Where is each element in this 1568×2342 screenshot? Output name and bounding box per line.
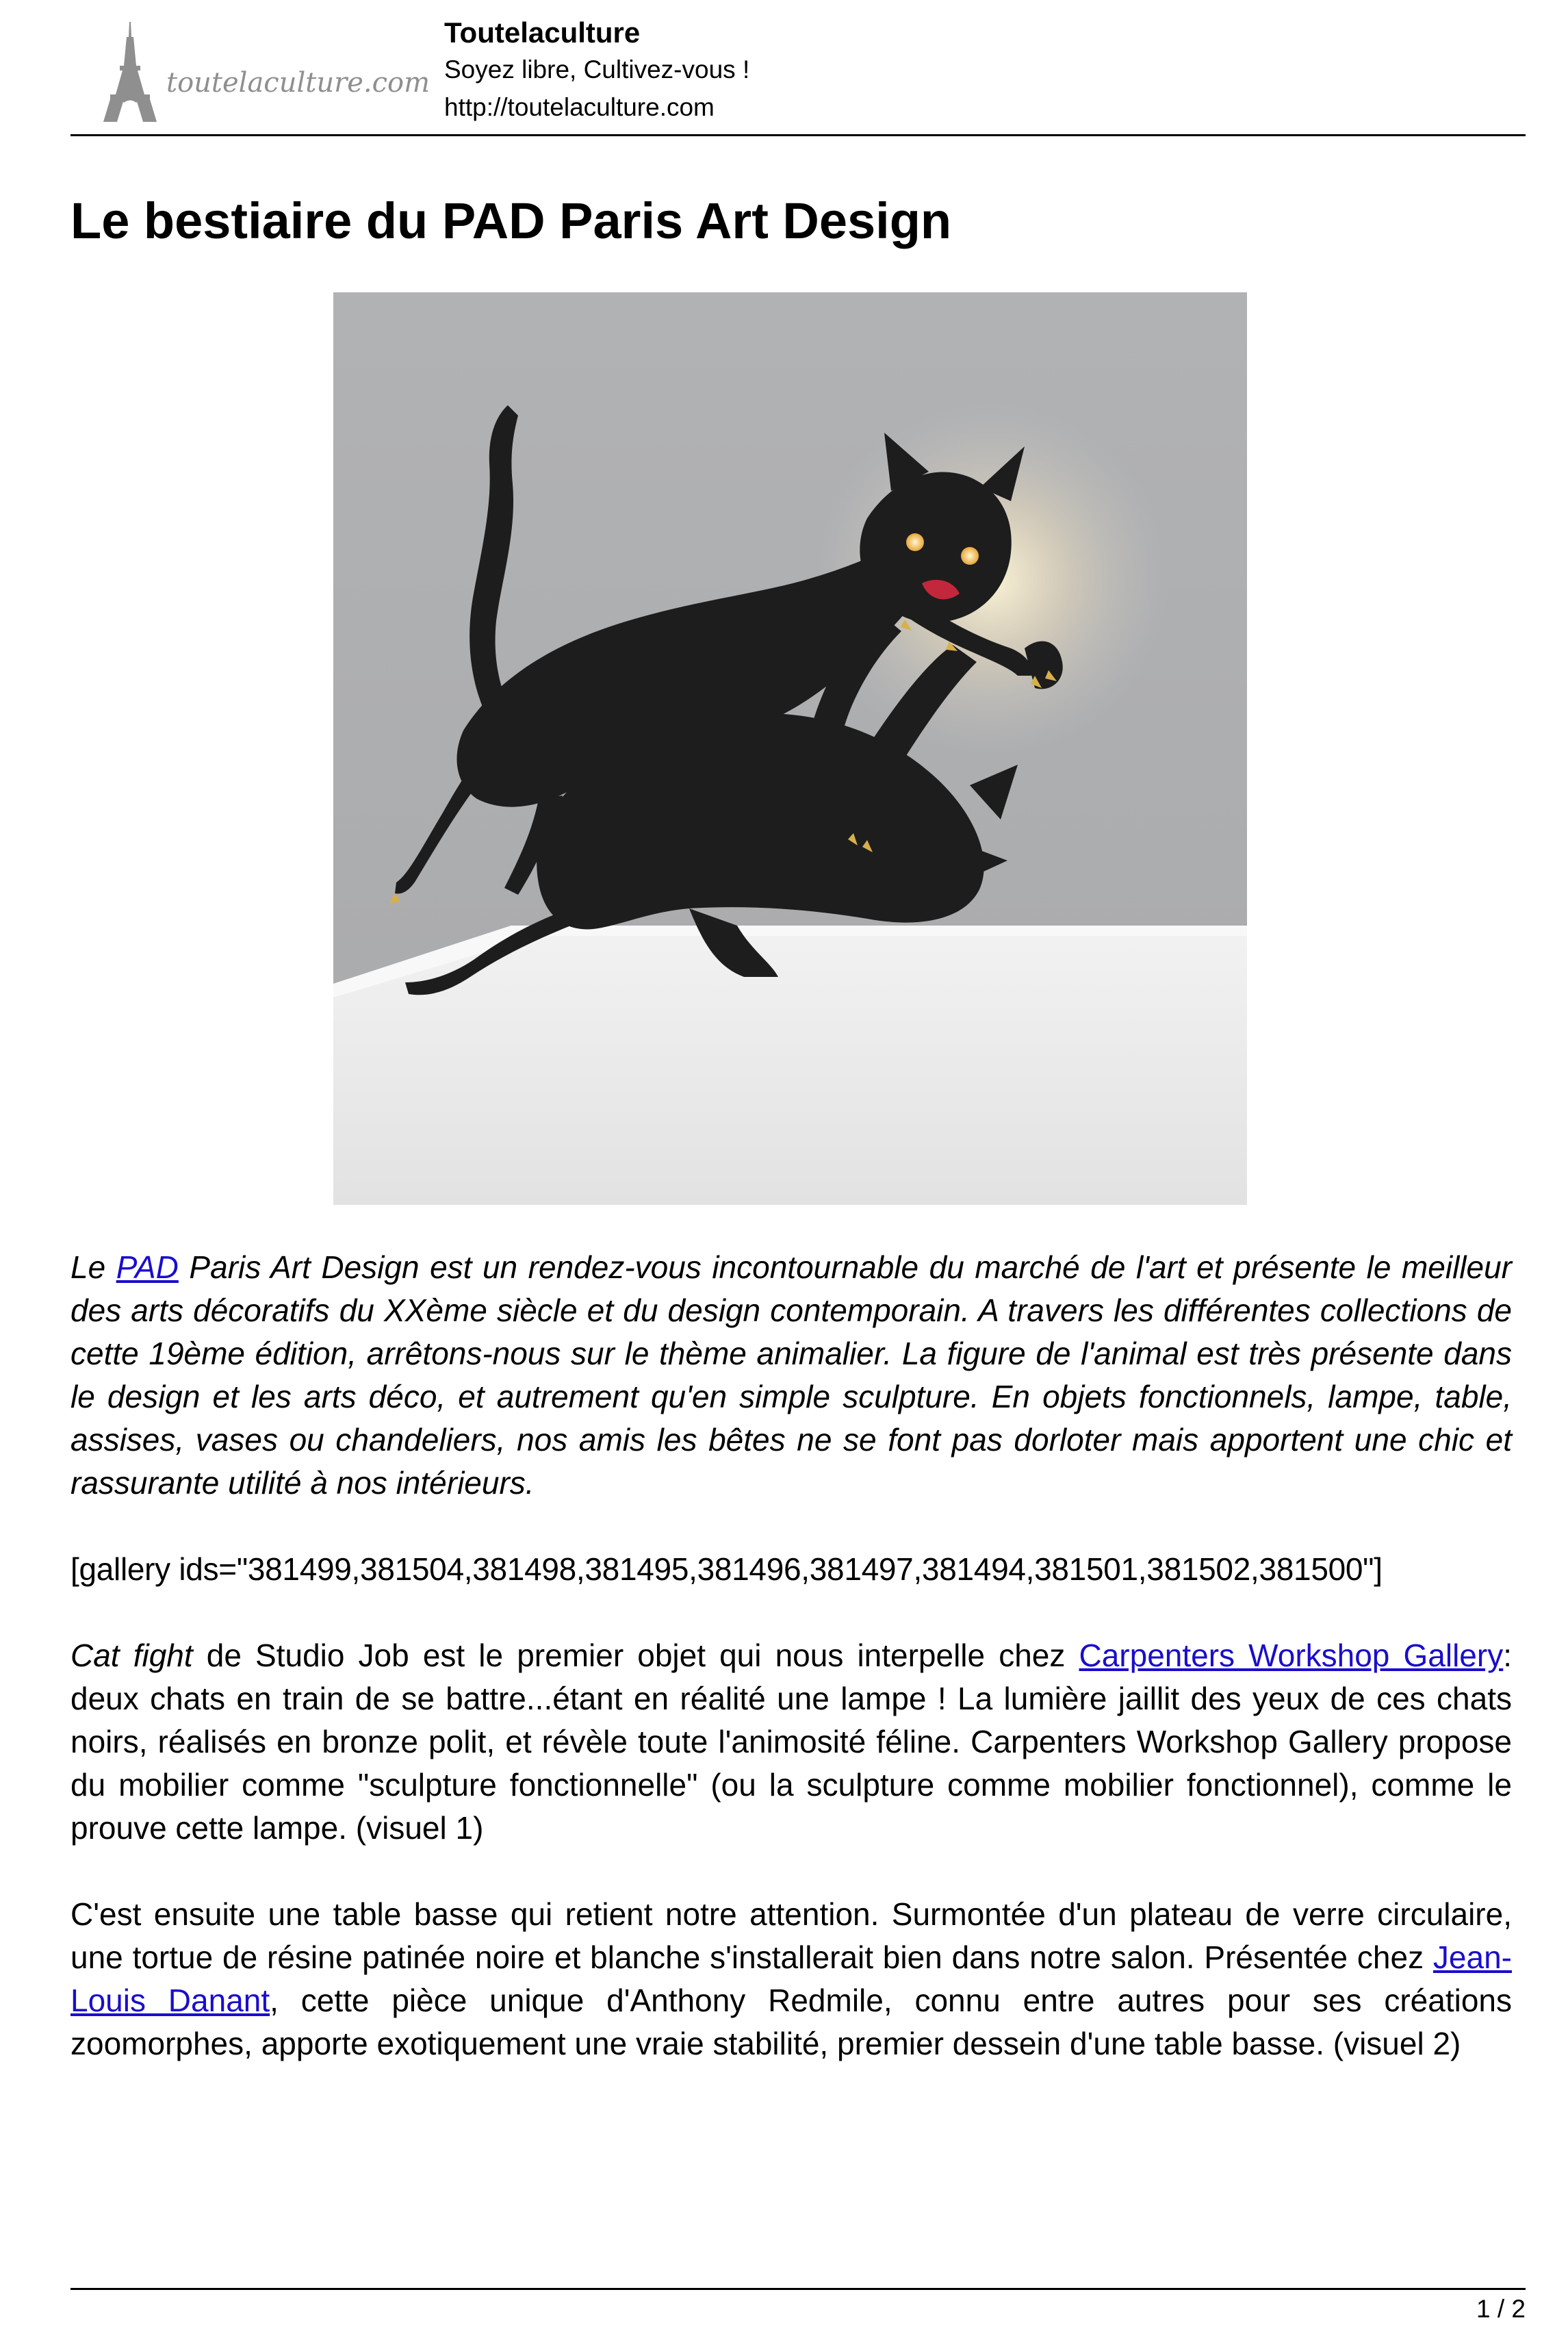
site-logo[interactable] <box>86 18 489 127</box>
site-info <box>444 15 749 126</box>
eiffel-tower-icon <box>103 22 157 122</box>
page-title: Le bestiaire du PAD Paris Art Design <box>70 192 952 249</box>
gallery-shortcode: [gallery ids="381499,381504,381498,381495,381496,381497,381494,381501,381502,381500"] <box>70 1551 1383 1587</box>
text-run: C'est ensuite une table basse qui retient notre attention. Surmontée d'un plateau de verre circulaire, une tortue de résine patinée noire et blanche s'installerait bien dans notre salon. Présentée chez <box>70 1896 1512 1975</box>
page-number: 1 / 2 <box>1476 2295 1526 2323</box>
article-paragraph <box>70 1246 1512 1505</box>
page-header <box>70 0 1526 136</box>
site-tagline: Soyez libre, Cultivez-vous ! <box>444 55 750 84</box>
jean-louis-danant-link[interactable]: Jean-Louis Danant <box>70 1939 1512 2018</box>
logo-text: toutelaculture.com <box>166 67 430 99</box>
site-url[interactable]: http://toutelaculture.com <box>444 93 715 121</box>
article-paragraph <box>70 1634 1512 1850</box>
site-name: Toutelaculture <box>444 16 641 49</box>
carpenters-workshop-link[interactable]: Carpenters Workshop Gallery <box>1079 1638 1504 1673</box>
article-body <box>70 1246 1512 2109</box>
artwork-title: Cat fight <box>70 1638 193 1673</box>
text-run: : deux chats en train de se battre...étant en réalité une lampe ! La lumière jaillit des yeux de ces chats noirs, réalisés en bronze polit, et révèle toute l'animosité féline. Carpenters Workshop Gallery propose du mobilier comme "sculpture fonctionnelle" (ou la sculpture comme mobilier fonctionnel), comme le prouve cette lampe. (visuel 1) <box>70 1638 1512 1846</box>
text-run: Le <box>70 1249 116 1285</box>
article-paragraph <box>70 1893 1512 2065</box>
text-run: Paris Art Design est un rendez-vous incontournable du marché de l'art et présente le meilleur des arts décoratifs du XXème siècle et du design contemporain. A travers les différentes collections de cette 19ème édition, arrêtons-nous sur le thème animalier. La figure de l'animal est très présente dans le design et les arts déco, et autrement qu'en simple sculpture. En objets fonctionnels, lampe, table, assises, vases ou chandeliers, nos amis les bêtes ne se font pas dorloter mais apportent une chic et rassurante utilité à nos intérieurs. <box>70 1249 1512 1501</box>
text-run: , cette pièce unique d'Anthony Redmile, connu entre autres pour ses créations zoomorphes, apporte exotiquement une vraie stabilité, premier dessein d'une table basse. (visuel 2) <box>70 1983 1513 2061</box>
text-run: de Studio Job est le premier objet qui nous interpelle chez <box>192 1638 1079 1673</box>
pad-link[interactable]: PAD <box>116 1249 179 1285</box>
hero-image <box>333 292 1247 1205</box>
footer-divider <box>70 2288 1526 2290</box>
